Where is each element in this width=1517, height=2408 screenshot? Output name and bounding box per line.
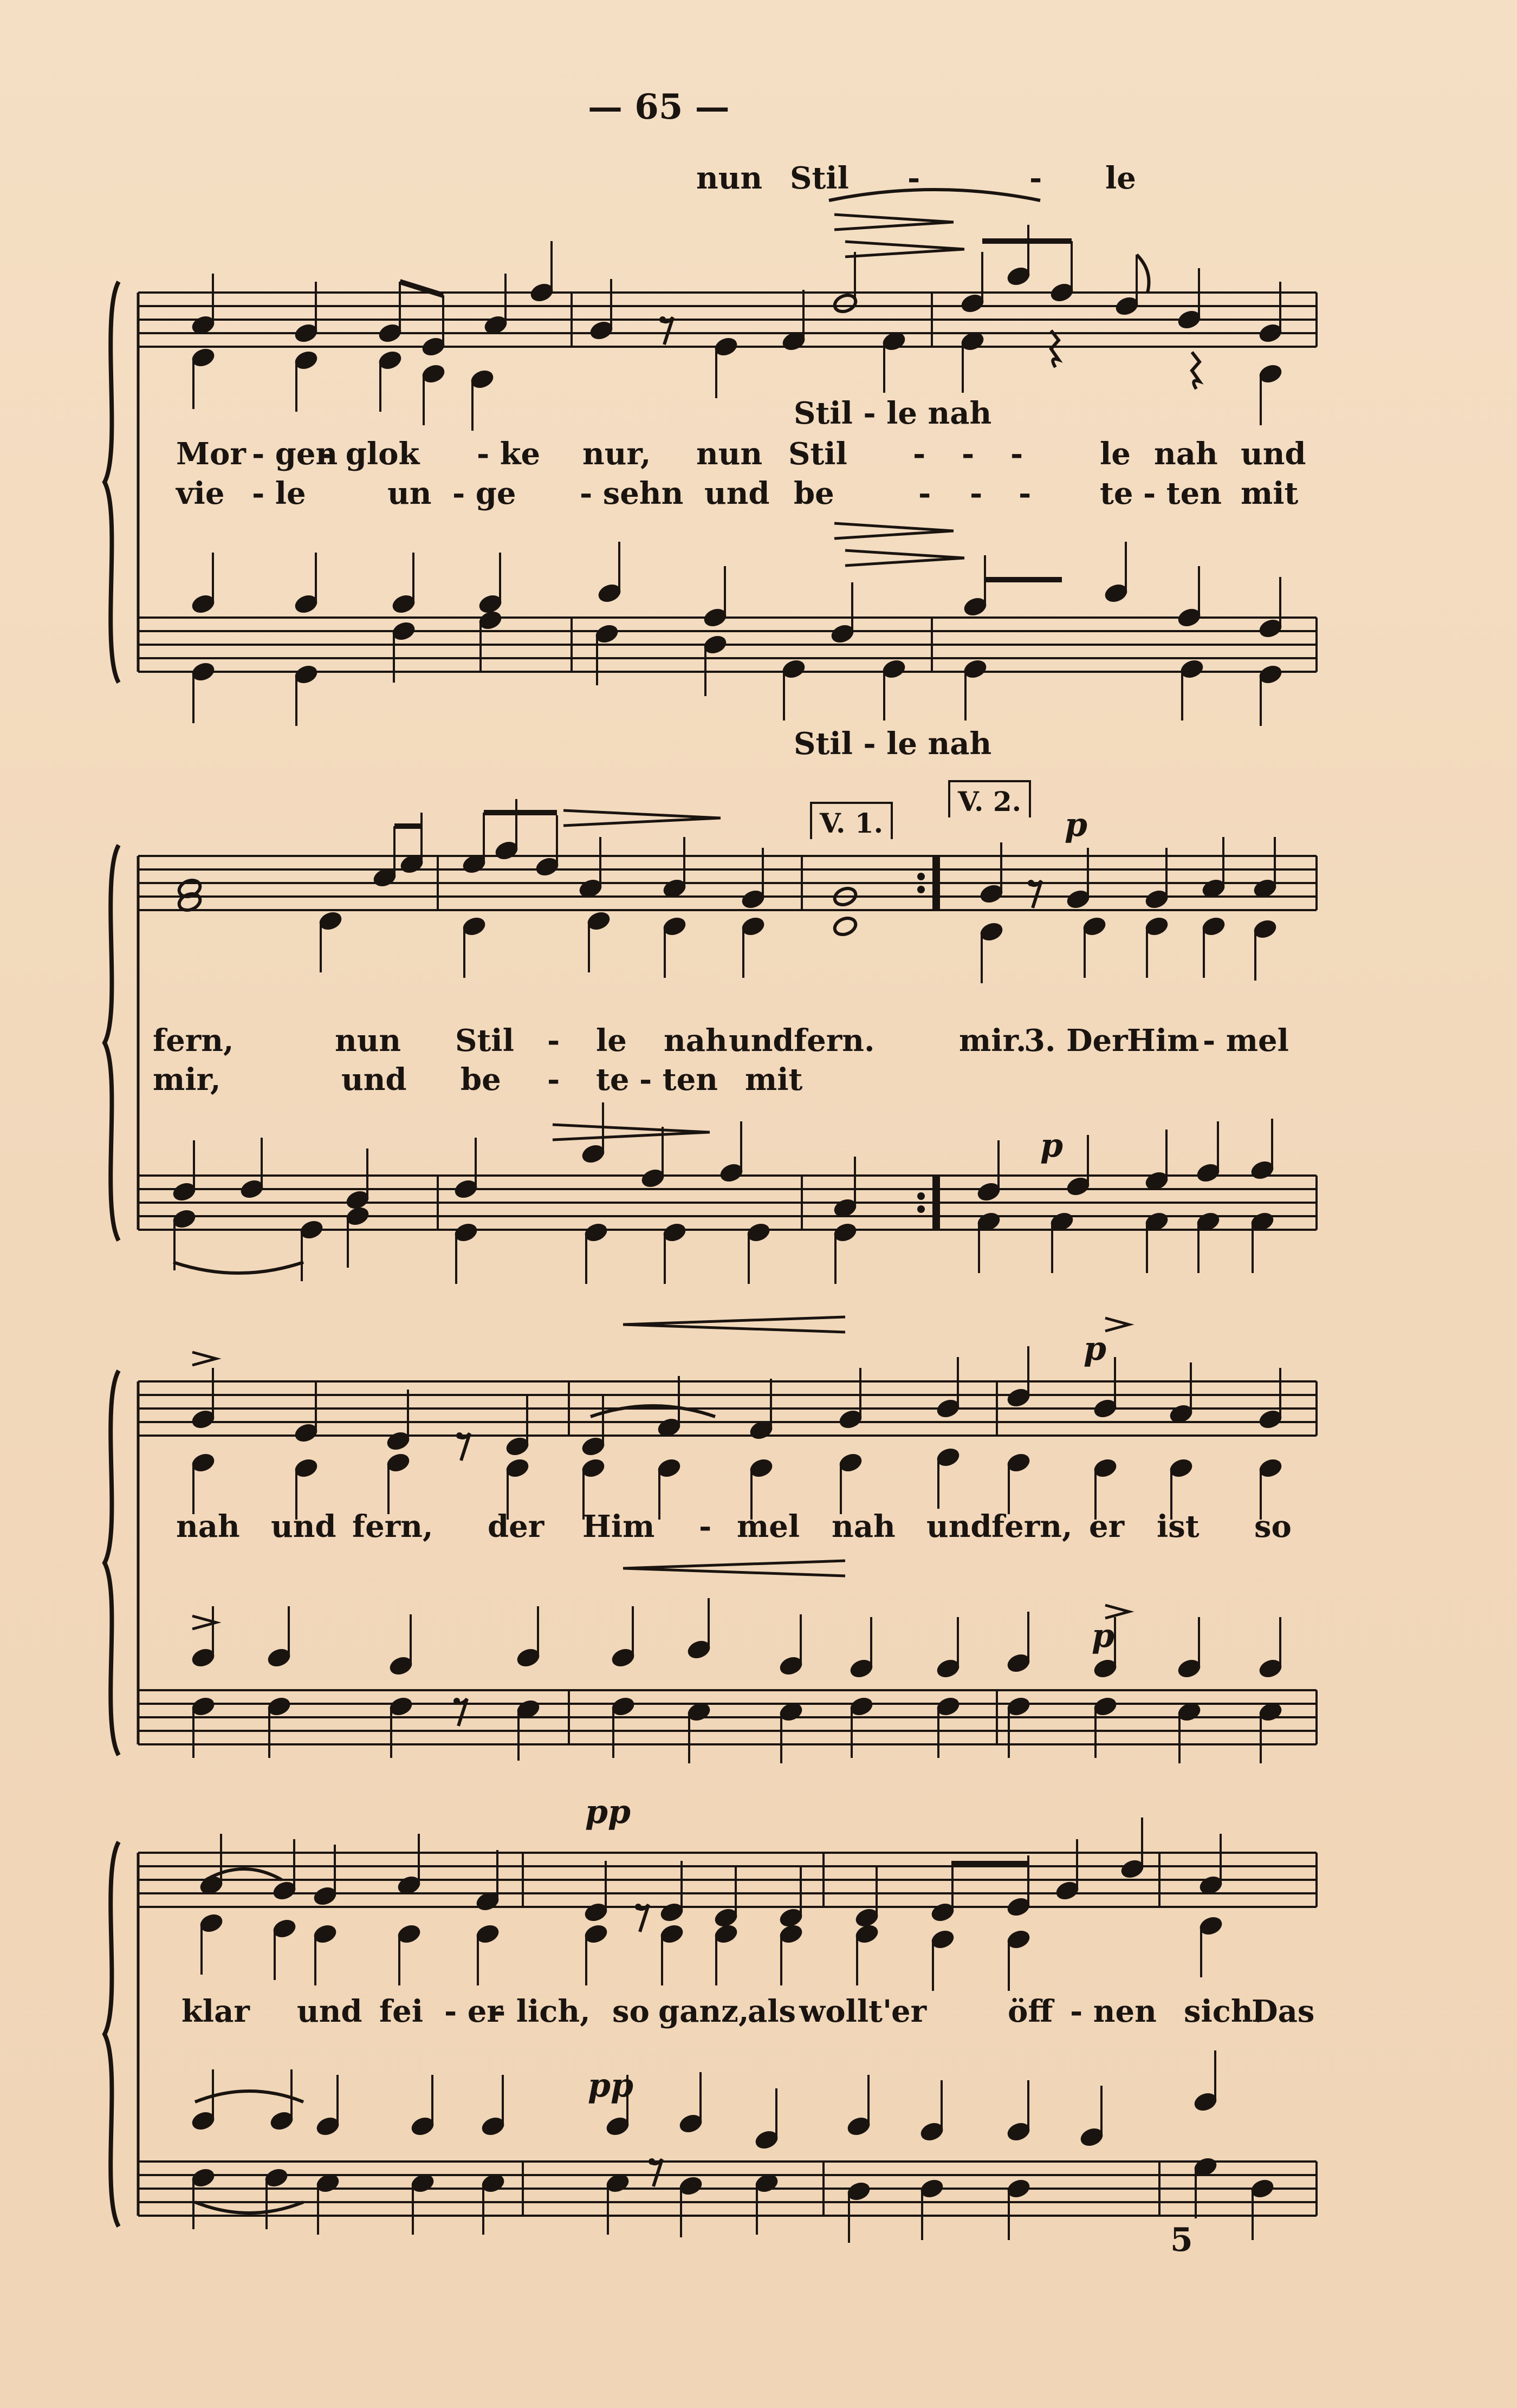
system4-bass-dynamic: pp: [588, 2067, 633, 2105]
top-lyric-dash1: -: [907, 160, 920, 196]
system1-verse2-word: -: [970, 476, 983, 511]
accent-mark: [1105, 1605, 1129, 1618]
system3-verse1-word: Him: [582, 1509, 655, 1544]
decrescendo-hairpin: [845, 242, 964, 257]
system1-bass-lyric: Stil - le nah: [794, 726, 992, 762]
system1-verse1-word: - gen: [252, 436, 338, 472]
system3-verse1-word: er: [1089, 1509, 1125, 1544]
system2-verse1-word: nun: [335, 1023, 401, 1059]
top-lyric-nun: nun: [696, 160, 763, 196]
decrescendo-hairpin: [845, 550, 964, 566]
decrescendo-hairpin: [834, 215, 954, 230]
system4-verse1-word: so: [612, 1994, 650, 2029]
system2-verse1-word: 3. Der: [1024, 1023, 1128, 1059]
decrescendo-hairpin: [553, 1125, 710, 1140]
system2-verse2-word: mir,: [153, 1062, 221, 1098]
system2-verse1-word: - mel: [1203, 1023, 1289, 1059]
quarter-rest: [1051, 330, 1059, 367]
system3-bass-dynamic: p: [1092, 1617, 1114, 1655]
system4-verse1-word: - nen: [1070, 1994, 1157, 2029]
slur: [195, 2202, 303, 2213]
system4-verse1-word: wollt': [799, 1994, 892, 2029]
system1-verse2-word: -: [918, 476, 931, 511]
page-number: — 65 —: [588, 87, 730, 127]
system2-verse1-word: Stil: [455, 1023, 514, 1059]
system4-verse1-word: sich.: [1184, 1994, 1264, 2029]
system2-verse1-word: fern.: [794, 1023, 875, 1059]
rest-dot: [453, 1698, 460, 1704]
system-brace: [105, 1842, 119, 2227]
system1-verse2-word: - sehn: [580, 476, 684, 511]
system4-verse1-word: Das: [1252, 1994, 1315, 2029]
system1-verse2-word: te: [1100, 476, 1133, 511]
system3-dynamic: p: [1084, 1330, 1106, 1368]
system1-verse2-word: - ten: [1143, 476, 1222, 511]
signature-number: 5: [1170, 2221, 1193, 2259]
system2-verse1-word: Him: [1127, 1023, 1200, 1059]
system2-verse2-word: und: [341, 1062, 407, 1098]
system-brace: [105, 845, 119, 1241]
system2-verse2-word: be: [461, 1062, 501, 1098]
system4-verse1-word: fei: [379, 1994, 423, 2029]
rest-dot: [456, 1432, 463, 1439]
system2-verse1-word: le: [596, 1023, 627, 1059]
system4-verse1-word: klar: [181, 1994, 250, 2029]
system3-verse1-word: und: [926, 1509, 992, 1544]
volta-1-box: V. 1.: [810, 802, 893, 839]
system1-verse1-word: -: [913, 436, 926, 472]
system2-bass-dynamic: p: [1040, 1127, 1063, 1165]
system1-verse2-word: und: [704, 476, 770, 511]
quarter-rest: [1192, 352, 1200, 389]
system3-verse1-word: mel: [737, 1509, 800, 1544]
system-brace: [105, 282, 119, 683]
system1-verse2-word: - le: [252, 476, 306, 511]
system2-verse2-word: mit: [745, 1062, 803, 1098]
system3-verse1-word: und: [271, 1509, 336, 1544]
notehead: [832, 916, 858, 938]
rest-dot: [635, 1904, 641, 1910]
rest-dot: [649, 2158, 655, 2165]
system2-verse2-word: -: [547, 1062, 560, 1098]
rest-dot: [1028, 880, 1034, 886]
rest-dot: [659, 316, 666, 323]
flag: [1137, 255, 1149, 293]
system2-verse1-word: mir.: [959, 1023, 1027, 1059]
system1-verse1-word: - ke: [477, 436, 541, 472]
crescendo-hairpin: [623, 1561, 845, 1576]
top-lyric-le: le: [1105, 160, 1136, 196]
system2-dynamic: p: [1065, 806, 1087, 844]
repeat-dot: [917, 1205, 925, 1213]
system1-verse1-word: nur,: [582, 436, 651, 472]
system4-verse1-word: - lich,: [493, 1994, 591, 2029]
top-lyric-stil: Stil: [790, 160, 849, 196]
system1-verse1-word: le: [1100, 436, 1131, 472]
system1-verse2-word: -: [1019, 476, 1032, 511]
decrescendo-hairpin: [834, 523, 954, 538]
system-brace: [105, 1371, 119, 1755]
system4-verse1-word: und: [297, 1994, 362, 2029]
system3-verse1-word: ist: [1157, 1509, 1200, 1544]
system1-verse1-word: Stil: [788, 436, 847, 472]
repeat-dot: [917, 1192, 925, 1200]
system1-verse2-word: mit: [1241, 476, 1299, 511]
system3-verse1-word: nah: [832, 1509, 896, 1544]
system3-verse1-word: fern,: [991, 1509, 1073, 1544]
system1-verse1-word: - glok: [322, 436, 420, 472]
system3-verse1-word: der: [488, 1509, 544, 1544]
volta-2-box: V. 2.: [948, 780, 1031, 817]
accent-mark: [192, 1352, 216, 1365]
system4-verse1-word: als: [748, 1994, 796, 2029]
slur: [195, 2091, 303, 2102]
system4-verse1-word: öff: [1008, 1994, 1053, 2029]
decrescendo-hairpin: [563, 810, 721, 826]
system3-verse1-word: -: [699, 1509, 712, 1544]
crescendo-hairpin: [623, 1317, 845, 1332]
system4-verse1-word: ganz,: [658, 1994, 749, 2029]
system1-mid-lyric: Stil - le nah: [794, 395, 992, 431]
system4-verse1-word: - er: [444, 1994, 503, 2029]
repeat-dot: [917, 873, 925, 880]
system1-verse1-word: nun: [696, 436, 763, 472]
system2-verse1-word: nah: [664, 1023, 728, 1059]
system4-dynamic: pp: [585, 1793, 631, 1831]
system2-verse1-word: und: [729, 1023, 794, 1059]
system3-verse1-word: so: [1254, 1509, 1292, 1544]
system4-verse1-word: er: [891, 1994, 927, 2029]
system1-verse2-word: be: [794, 476, 834, 511]
accent-mark: [1105, 1318, 1129, 1331]
slur: [173, 1262, 303, 1273]
system2-verse2-word: te: [596, 1062, 630, 1098]
system2-verse2-word: - ten: [639, 1062, 718, 1098]
system2-verse1-word: -: [547, 1023, 560, 1059]
system1-verse1-word: nah: [1154, 436, 1218, 472]
system1-verse2-word: vie: [176, 476, 225, 511]
system2-verse1-word: fern,: [153, 1023, 234, 1059]
system1-verse2-word: - ge: [452, 476, 516, 511]
system1-verse2-word: un: [387, 476, 432, 511]
system1-verse1-word: -: [1010, 436, 1023, 472]
repeat-dot: [917, 886, 925, 893]
system1-verse1-word: und: [1241, 436, 1306, 472]
system1-verse1-word: Mor: [176, 436, 246, 472]
slur: [829, 190, 1040, 200]
system1-verse1-word: -: [962, 436, 975, 472]
top-lyric-dash2: -: [1029, 160, 1042, 196]
system3-verse1-word: fern,: [352, 1509, 433, 1544]
system3-verse1-word: nah: [176, 1509, 240, 1544]
